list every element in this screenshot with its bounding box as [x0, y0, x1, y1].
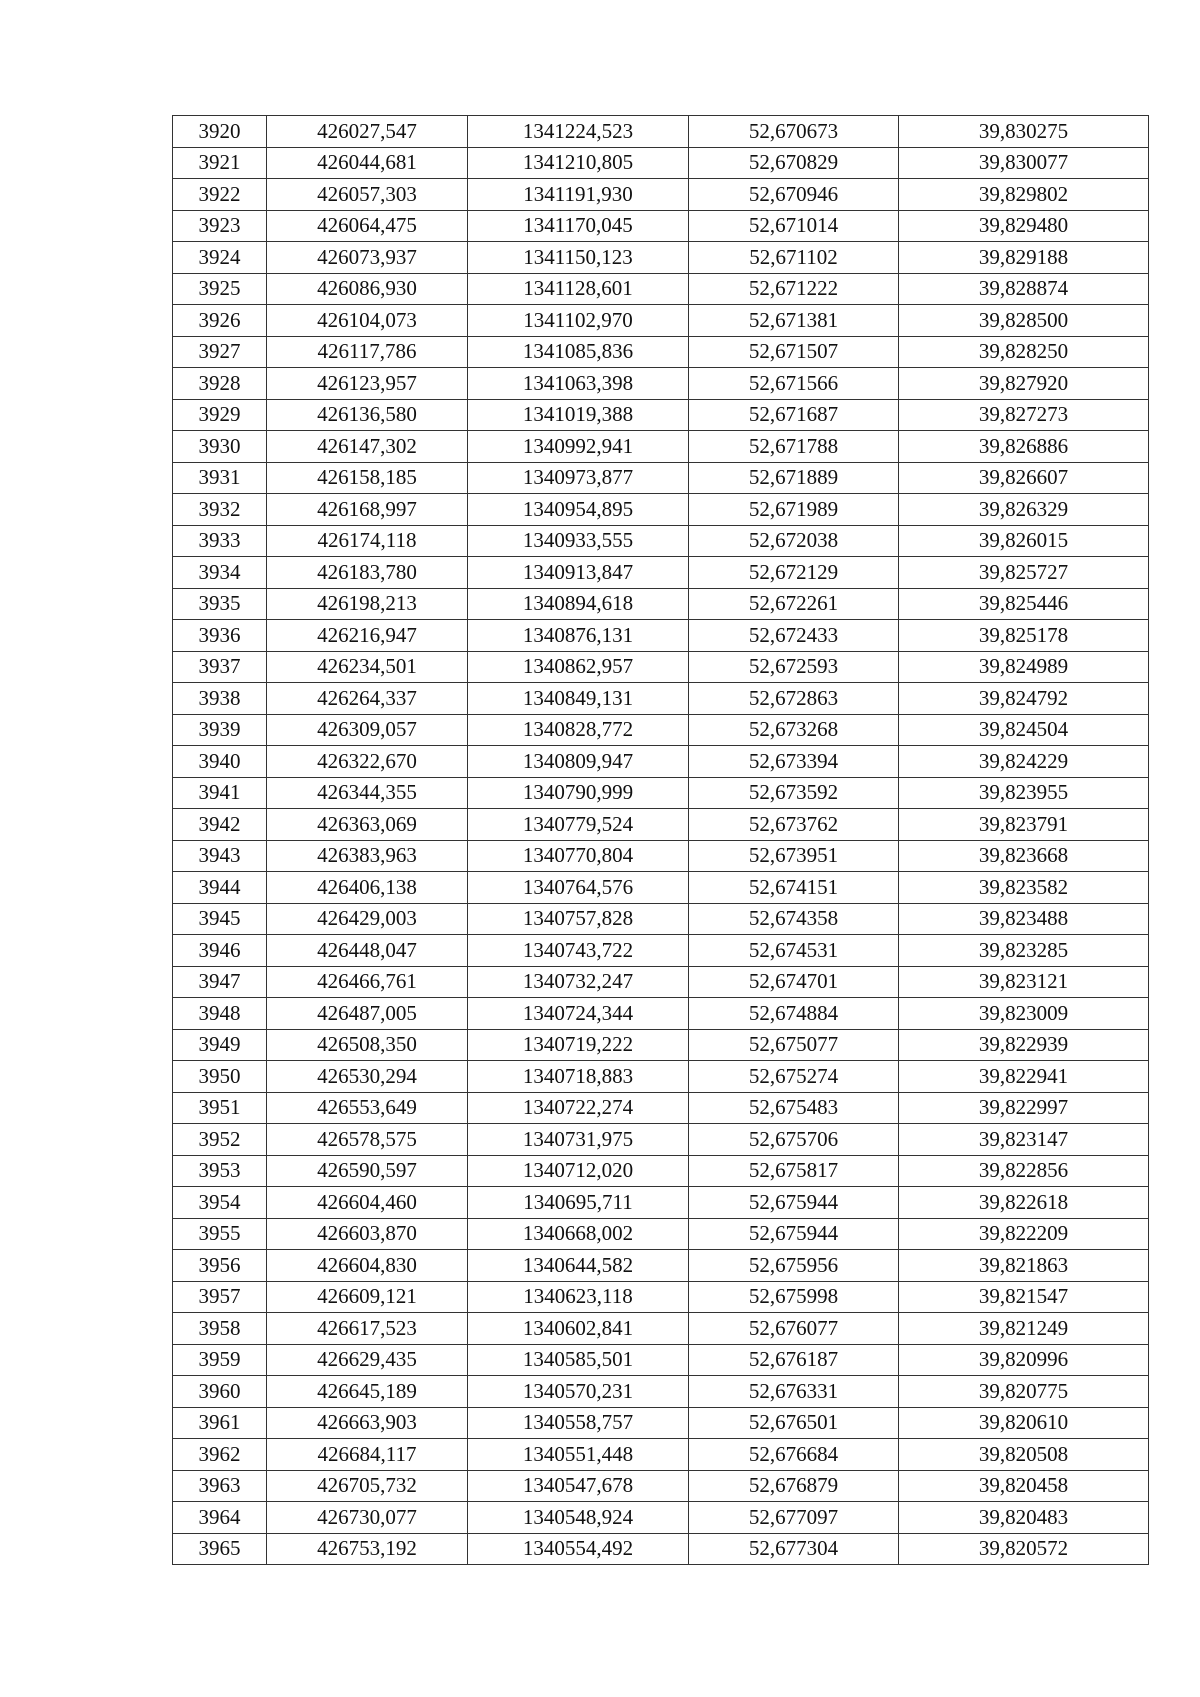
table-row	[173, 840, 1149, 872]
table-row	[173, 462, 1149, 494]
latitude-cell: 52,675483	[689, 1092, 899, 1124]
x-coordinate-cell: 426604,830	[267, 1250, 468, 1282]
x-coordinate-cell: 426578,575	[267, 1124, 468, 1156]
latitude-cell: 52,671989	[689, 494, 899, 526]
longitude-cell: 39,823955	[899, 777, 1149, 809]
latitude-cell: 52,677304	[689, 1533, 899, 1565]
point-number-cell: 3921	[173, 147, 267, 179]
y-coordinate-cell: 1340551,448	[468, 1439, 689, 1471]
point-number-cell: 3949	[173, 1029, 267, 1061]
table-row	[173, 179, 1149, 211]
table-row	[173, 1533, 1149, 1565]
longitude-cell: 39,830275	[899, 116, 1149, 148]
x-coordinate-cell: 426730,077	[267, 1502, 468, 1534]
y-coordinate-cell: 1341102,970	[468, 305, 689, 337]
x-coordinate-cell: 426168,997	[267, 494, 468, 526]
latitude-cell: 52,670829	[689, 147, 899, 179]
longitude-cell: 39,824989	[899, 651, 1149, 683]
longitude-cell: 39,820775	[899, 1376, 1149, 1408]
longitude-cell: 39,825178	[899, 620, 1149, 652]
x-coordinate-cell: 426645,189	[267, 1376, 468, 1408]
point-number-cell: 3940	[173, 746, 267, 778]
table-row	[173, 336, 1149, 368]
longitude-cell: 39,827920	[899, 368, 1149, 400]
x-coordinate-cell: 426073,937	[267, 242, 468, 274]
y-coordinate-cell: 1341019,388	[468, 399, 689, 431]
latitude-cell: 52,676077	[689, 1313, 899, 1345]
y-coordinate-cell: 1340602,841	[468, 1313, 689, 1345]
table-row	[173, 935, 1149, 967]
y-coordinate-cell: 1340779,524	[468, 809, 689, 841]
point-number-cell: 3934	[173, 557, 267, 589]
y-coordinate-cell: 1340790,999	[468, 777, 689, 809]
longitude-cell: 39,823121	[899, 966, 1149, 998]
point-number-cell: 3959	[173, 1344, 267, 1376]
longitude-cell: 39,829480	[899, 210, 1149, 242]
x-coordinate-cell: 426123,957	[267, 368, 468, 400]
longitude-cell: 39,823009	[899, 998, 1149, 1030]
longitude-cell: 39,823791	[899, 809, 1149, 841]
latitude-cell: 52,676331	[689, 1376, 899, 1408]
y-coordinate-cell: 1340731,975	[468, 1124, 689, 1156]
longitude-cell: 39,824792	[899, 683, 1149, 715]
y-coordinate-cell: 1340764,576	[468, 872, 689, 904]
table-row	[173, 147, 1149, 179]
point-number-cell: 3939	[173, 714, 267, 746]
y-coordinate-cell: 1340623,118	[468, 1281, 689, 1313]
table-row	[173, 525, 1149, 557]
coordinates-table	[172, 115, 1149, 1565]
x-coordinate-cell: 426684,117	[267, 1439, 468, 1471]
longitude-cell: 39,822618	[899, 1187, 1149, 1219]
x-coordinate-cell: 426322,670	[267, 746, 468, 778]
y-coordinate-cell: 1340695,711	[468, 1187, 689, 1219]
latitude-cell: 52,671687	[689, 399, 899, 431]
x-coordinate-cell: 426663,903	[267, 1407, 468, 1439]
longitude-cell: 39,823582	[899, 872, 1149, 904]
point-number-cell: 3961	[173, 1407, 267, 1439]
table-row	[173, 651, 1149, 683]
latitude-cell: 52,675944	[689, 1218, 899, 1250]
longitude-cell: 39,821863	[899, 1250, 1149, 1282]
x-coordinate-cell: 426466,761	[267, 966, 468, 998]
x-coordinate-cell: 426136,580	[267, 399, 468, 431]
latitude-cell: 52,677097	[689, 1502, 899, 1534]
longitude-cell: 39,821547	[899, 1281, 1149, 1313]
table-row	[173, 714, 1149, 746]
latitude-cell: 52,676684	[689, 1439, 899, 1471]
longitude-cell: 39,823285	[899, 935, 1149, 967]
table-row	[173, 809, 1149, 841]
point-number-cell: 3936	[173, 620, 267, 652]
x-coordinate-cell: 426147,302	[267, 431, 468, 463]
latitude-cell: 52,675817	[689, 1155, 899, 1187]
longitude-cell: 39,826015	[899, 525, 1149, 557]
longitude-cell: 39,821249	[899, 1313, 1149, 1345]
y-coordinate-cell: 1341128,601	[468, 273, 689, 305]
point-number-cell: 3928	[173, 368, 267, 400]
table-row	[173, 1281, 1149, 1313]
point-number-cell: 3946	[173, 935, 267, 967]
y-coordinate-cell: 1340954,895	[468, 494, 689, 526]
y-coordinate-cell: 1340554,492	[468, 1533, 689, 1565]
latitude-cell: 52,676879	[689, 1470, 899, 1502]
x-coordinate-cell: 426216,947	[267, 620, 468, 652]
x-coordinate-cell: 426553,649	[267, 1092, 468, 1124]
table-row	[173, 305, 1149, 337]
point-number-cell: 3923	[173, 210, 267, 242]
longitude-cell: 39,824229	[899, 746, 1149, 778]
longitude-cell: 39,827273	[899, 399, 1149, 431]
longitude-cell: 39,820610	[899, 1407, 1149, 1439]
longitude-cell: 39,820508	[899, 1439, 1149, 1471]
table-row	[173, 242, 1149, 274]
y-coordinate-cell: 1340722,274	[468, 1092, 689, 1124]
x-coordinate-cell: 426609,121	[267, 1281, 468, 1313]
table-row	[173, 1376, 1149, 1408]
y-coordinate-cell: 1340770,804	[468, 840, 689, 872]
point-number-cell: 3958	[173, 1313, 267, 1345]
point-number-cell: 3942	[173, 809, 267, 841]
latitude-cell: 52,674701	[689, 966, 899, 998]
x-coordinate-cell: 426158,185	[267, 462, 468, 494]
table-row	[173, 494, 1149, 526]
y-coordinate-cell: 1340548,924	[468, 1502, 689, 1534]
y-coordinate-cell: 1340809,947	[468, 746, 689, 778]
latitude-cell: 52,672261	[689, 588, 899, 620]
table-row	[173, 588, 1149, 620]
longitude-cell: 39,823147	[899, 1124, 1149, 1156]
table-row	[173, 210, 1149, 242]
latitude-cell: 52,671102	[689, 242, 899, 274]
x-coordinate-cell: 426057,303	[267, 179, 468, 211]
latitude-cell: 52,674884	[689, 998, 899, 1030]
table-row	[173, 1218, 1149, 1250]
latitude-cell: 52,671014	[689, 210, 899, 242]
x-coordinate-cell: 426198,213	[267, 588, 468, 620]
latitude-cell: 52,675998	[689, 1281, 899, 1313]
latitude-cell: 52,675956	[689, 1250, 899, 1282]
longitude-cell: 39,824504	[899, 714, 1149, 746]
latitude-cell: 52,673394	[689, 746, 899, 778]
point-number-cell: 3947	[173, 966, 267, 998]
y-coordinate-cell: 1340668,002	[468, 1218, 689, 1250]
x-coordinate-cell: 426705,732	[267, 1470, 468, 1502]
y-coordinate-cell: 1340719,222	[468, 1029, 689, 1061]
x-coordinate-cell: 426363,069	[267, 809, 468, 841]
y-coordinate-cell: 1340933,555	[468, 525, 689, 557]
latitude-cell: 52,670673	[689, 116, 899, 148]
longitude-cell: 39,823488	[899, 903, 1149, 935]
point-number-cell: 3931	[173, 462, 267, 494]
longitude-cell: 39,820483	[899, 1502, 1149, 1534]
y-coordinate-cell: 1340849,131	[468, 683, 689, 715]
point-number-cell: 3952	[173, 1124, 267, 1156]
y-coordinate-cell: 1341150,123	[468, 242, 689, 274]
y-coordinate-cell: 1340718,883	[468, 1061, 689, 1093]
latitude-cell: 52,672433	[689, 620, 899, 652]
y-coordinate-cell: 1340570,231	[468, 1376, 689, 1408]
longitude-cell: 39,826886	[899, 431, 1149, 463]
latitude-cell: 52,670946	[689, 179, 899, 211]
longitude-cell: 39,823668	[899, 840, 1149, 872]
table-row	[173, 620, 1149, 652]
point-number-cell: 3926	[173, 305, 267, 337]
point-number-cell: 3960	[173, 1376, 267, 1408]
y-coordinate-cell: 1340992,941	[468, 431, 689, 463]
point-number-cell: 3957	[173, 1281, 267, 1313]
point-number-cell: 3954	[173, 1187, 267, 1219]
point-number-cell: 3922	[173, 179, 267, 211]
table-row	[173, 557, 1149, 589]
x-coordinate-cell: 426406,138	[267, 872, 468, 904]
latitude-cell: 52,675274	[689, 1061, 899, 1093]
point-number-cell: 3932	[173, 494, 267, 526]
latitude-cell: 52,672593	[689, 651, 899, 683]
point-number-cell: 3950	[173, 1061, 267, 1093]
table-row	[173, 368, 1149, 400]
table-row	[173, 1029, 1149, 1061]
latitude-cell: 52,671889	[689, 462, 899, 494]
table-row	[173, 116, 1149, 148]
table-row	[173, 1313, 1149, 1345]
table-row	[173, 399, 1149, 431]
y-coordinate-cell: 1340732,247	[468, 966, 689, 998]
point-number-cell: 3945	[173, 903, 267, 935]
table-row	[173, 872, 1149, 904]
x-coordinate-cell: 426487,005	[267, 998, 468, 1030]
y-coordinate-cell: 1341170,045	[468, 210, 689, 242]
longitude-cell: 39,826607	[899, 462, 1149, 494]
point-number-cell: 3935	[173, 588, 267, 620]
latitude-cell: 52,672129	[689, 557, 899, 589]
point-number-cell: 3924	[173, 242, 267, 274]
point-number-cell: 3943	[173, 840, 267, 872]
y-coordinate-cell: 1340558,757	[468, 1407, 689, 1439]
y-coordinate-cell: 1340828,772	[468, 714, 689, 746]
y-coordinate-cell: 1341191,930	[468, 179, 689, 211]
latitude-cell: 52,674358	[689, 903, 899, 935]
point-number-cell: 3944	[173, 872, 267, 904]
x-coordinate-cell: 426264,337	[267, 683, 468, 715]
latitude-cell: 52,671507	[689, 336, 899, 368]
longitude-cell: 39,828500	[899, 305, 1149, 337]
point-number-cell: 3964	[173, 1502, 267, 1534]
table-row	[173, 1407, 1149, 1439]
x-coordinate-cell: 426309,057	[267, 714, 468, 746]
table-row	[173, 1502, 1149, 1534]
table-row	[173, 1061, 1149, 1093]
table-row	[173, 431, 1149, 463]
x-coordinate-cell: 426086,930	[267, 273, 468, 305]
table-row	[173, 966, 1149, 998]
latitude-cell: 52,674151	[689, 872, 899, 904]
latitude-cell: 52,676501	[689, 1407, 899, 1439]
table-row	[173, 1092, 1149, 1124]
y-coordinate-cell: 1341224,523	[468, 116, 689, 148]
x-coordinate-cell: 426604,460	[267, 1187, 468, 1219]
latitude-cell: 52,671788	[689, 431, 899, 463]
x-coordinate-cell: 426753,192	[267, 1533, 468, 1565]
table-row	[173, 1155, 1149, 1187]
longitude-cell: 39,820458	[899, 1470, 1149, 1502]
point-number-cell: 3941	[173, 777, 267, 809]
latitude-cell: 52,673268	[689, 714, 899, 746]
y-coordinate-cell: 1341210,805	[468, 147, 689, 179]
x-coordinate-cell: 426617,523	[267, 1313, 468, 1345]
y-coordinate-cell: 1340876,131	[468, 620, 689, 652]
point-number-cell: 3951	[173, 1092, 267, 1124]
table-row	[173, 903, 1149, 935]
y-coordinate-cell: 1340585,501	[468, 1344, 689, 1376]
longitude-cell: 39,825446	[899, 588, 1149, 620]
y-coordinate-cell: 1341085,836	[468, 336, 689, 368]
table-row	[173, 273, 1149, 305]
table-row	[173, 777, 1149, 809]
latitude-cell: 52,675706	[689, 1124, 899, 1156]
latitude-cell: 52,675944	[689, 1187, 899, 1219]
y-coordinate-cell: 1340743,722	[468, 935, 689, 967]
latitude-cell: 52,673762	[689, 809, 899, 841]
longitude-cell: 39,820996	[899, 1344, 1149, 1376]
latitude-cell: 52,675077	[689, 1029, 899, 1061]
longitude-cell: 39,822209	[899, 1218, 1149, 1250]
y-coordinate-cell: 1340913,847	[468, 557, 689, 589]
table-row	[173, 683, 1149, 715]
x-coordinate-cell: 426344,355	[267, 777, 468, 809]
longitude-cell: 39,830077	[899, 147, 1149, 179]
point-number-cell: 3948	[173, 998, 267, 1030]
latitude-cell: 52,673951	[689, 840, 899, 872]
point-number-cell: 3925	[173, 273, 267, 305]
longitude-cell: 39,822856	[899, 1155, 1149, 1187]
table-row	[173, 998, 1149, 1030]
longitude-cell: 39,825727	[899, 557, 1149, 589]
point-number-cell: 3963	[173, 1470, 267, 1502]
longitude-cell: 39,828250	[899, 336, 1149, 368]
latitude-cell: 52,673592	[689, 777, 899, 809]
x-coordinate-cell: 426383,963	[267, 840, 468, 872]
y-coordinate-cell: 1340973,877	[468, 462, 689, 494]
point-number-cell: 3920	[173, 116, 267, 148]
longitude-cell: 39,828874	[899, 273, 1149, 305]
x-coordinate-cell: 426234,501	[267, 651, 468, 683]
latitude-cell: 52,674531	[689, 935, 899, 967]
x-coordinate-cell: 426629,435	[267, 1344, 468, 1376]
x-coordinate-cell: 426027,547	[267, 116, 468, 148]
point-number-cell: 3956	[173, 1250, 267, 1282]
x-coordinate-cell: 426044,681	[267, 147, 468, 179]
y-coordinate-cell: 1340547,678	[468, 1470, 689, 1502]
latitude-cell: 52,671222	[689, 273, 899, 305]
point-number-cell: 3937	[173, 651, 267, 683]
x-coordinate-cell: 426603,870	[267, 1218, 468, 1250]
x-coordinate-cell: 426064,475	[267, 210, 468, 242]
y-coordinate-cell: 1340712,020	[468, 1155, 689, 1187]
x-coordinate-cell: 426183,780	[267, 557, 468, 589]
table-row	[173, 746, 1149, 778]
longitude-cell: 39,822941	[899, 1061, 1149, 1093]
point-number-cell: 3927	[173, 336, 267, 368]
table-row	[173, 1187, 1149, 1219]
table-row	[173, 1250, 1149, 1282]
x-coordinate-cell: 426429,003	[267, 903, 468, 935]
latitude-cell: 52,671566	[689, 368, 899, 400]
longitude-cell: 39,826329	[899, 494, 1149, 526]
y-coordinate-cell: 1340894,618	[468, 588, 689, 620]
table-row	[173, 1470, 1149, 1502]
latitude-cell: 52,671381	[689, 305, 899, 337]
point-number-cell: 3965	[173, 1533, 267, 1565]
x-coordinate-cell: 426448,047	[267, 935, 468, 967]
longitude-cell: 39,829188	[899, 242, 1149, 274]
coordinates-table-body	[173, 116, 1149, 1565]
x-coordinate-cell: 426104,073	[267, 305, 468, 337]
y-coordinate-cell: 1340862,957	[468, 651, 689, 683]
point-number-cell: 3929	[173, 399, 267, 431]
longitude-cell: 39,829802	[899, 179, 1149, 211]
point-number-cell: 3938	[173, 683, 267, 715]
y-coordinate-cell: 1340757,828	[468, 903, 689, 935]
table-row	[173, 1344, 1149, 1376]
point-number-cell: 3953	[173, 1155, 267, 1187]
table-row	[173, 1124, 1149, 1156]
x-coordinate-cell: 426508,350	[267, 1029, 468, 1061]
latitude-cell: 52,672038	[689, 525, 899, 557]
latitude-cell: 52,672863	[689, 683, 899, 715]
point-number-cell: 3933	[173, 525, 267, 557]
x-coordinate-cell: 426174,118	[267, 525, 468, 557]
longitude-cell: 39,822997	[899, 1092, 1149, 1124]
y-coordinate-cell: 1340644,582	[468, 1250, 689, 1282]
point-number-cell: 3930	[173, 431, 267, 463]
y-coordinate-cell: 1340724,344	[468, 998, 689, 1030]
longitude-cell: 39,822939	[899, 1029, 1149, 1061]
y-coordinate-cell: 1341063,398	[468, 368, 689, 400]
latitude-cell: 52,676187	[689, 1344, 899, 1376]
x-coordinate-cell: 426117,786	[267, 336, 468, 368]
table-row	[173, 1439, 1149, 1471]
longitude-cell: 39,820572	[899, 1533, 1149, 1565]
point-number-cell: 3955	[173, 1218, 267, 1250]
x-coordinate-cell: 426590,597	[267, 1155, 468, 1187]
x-coordinate-cell: 426530,294	[267, 1061, 468, 1093]
point-number-cell: 3962	[173, 1439, 267, 1471]
